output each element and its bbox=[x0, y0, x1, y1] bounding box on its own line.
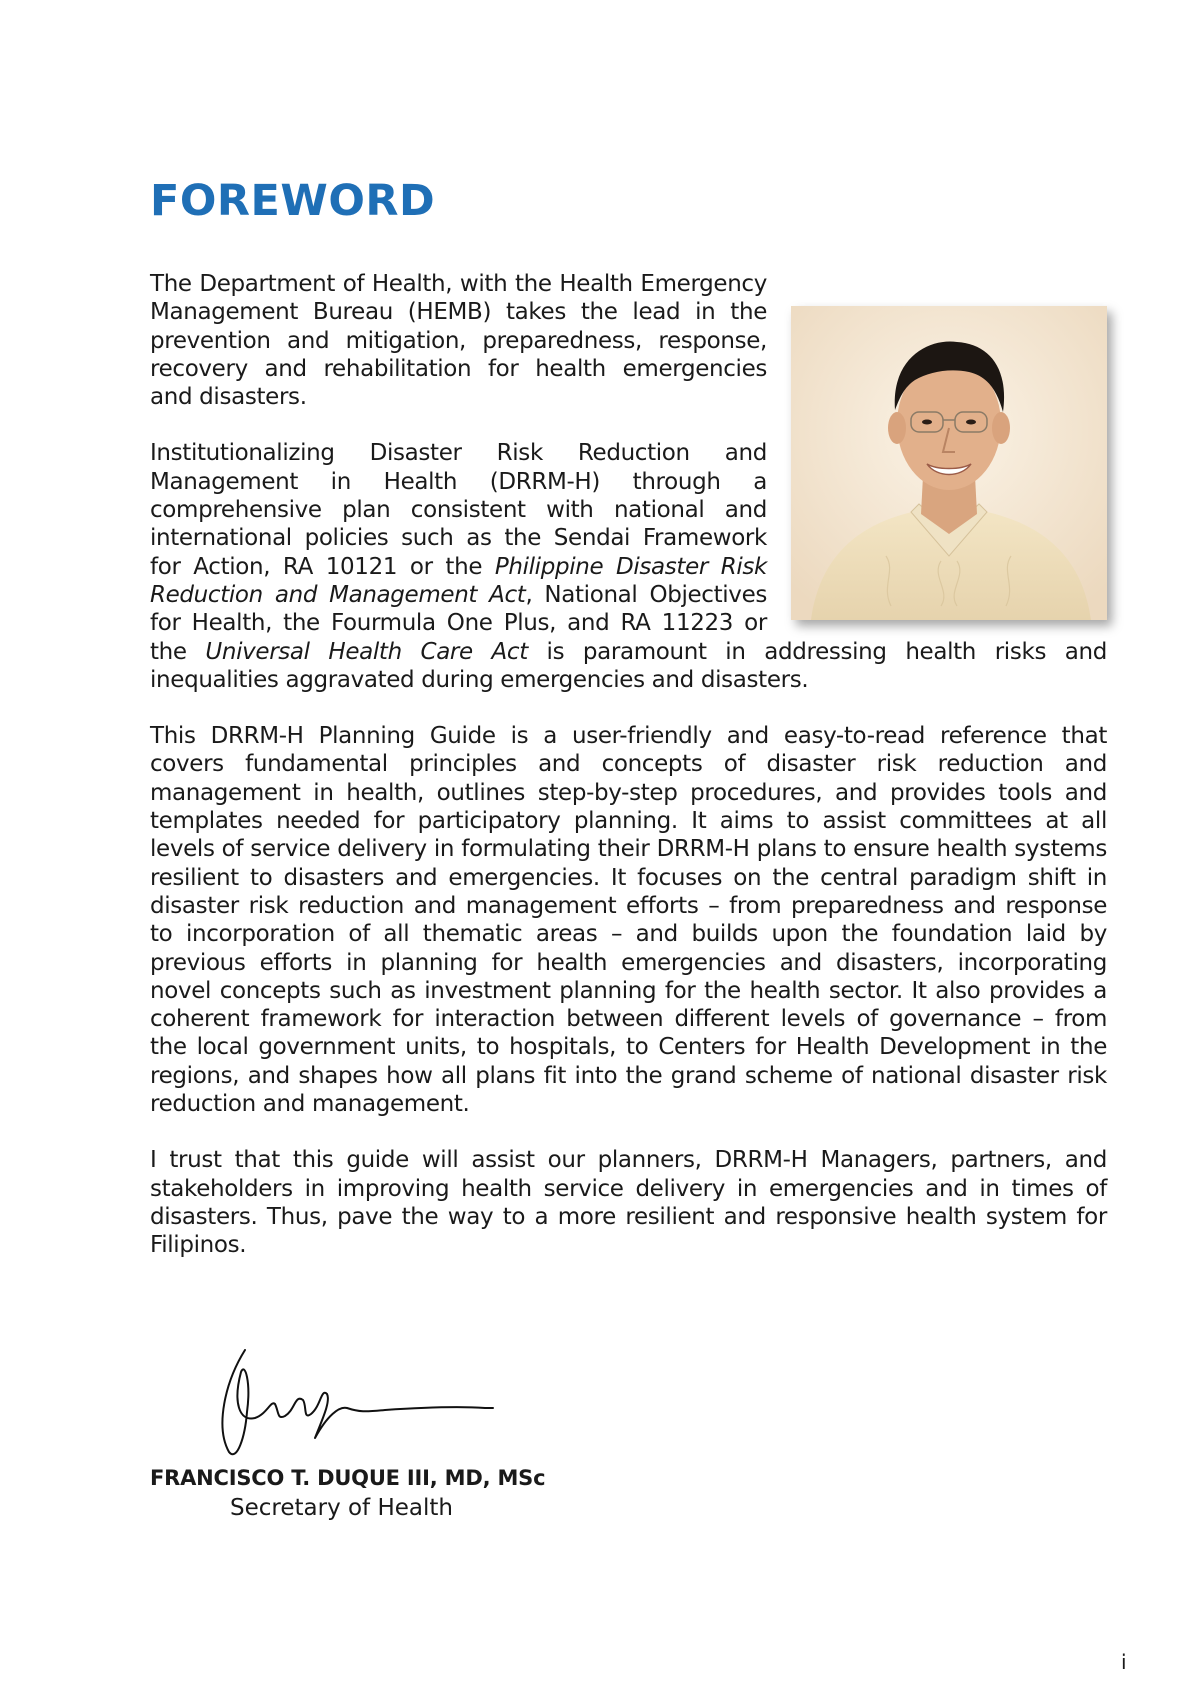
page-number: i bbox=[1121, 1650, 1127, 1674]
paragraph-1: The Department of Health, with the Health Emergency Management Bureau (HEMB) takes the lead in the prevention and mitigation, preparedness, response, recovery and rehabilitation for health emergencies and disasters. bbox=[150, 271, 767, 411]
paragraph-3: This DRRM-H Planning Guide is a user-friendly and easy-to-read reference that covers fundamental principles and concepts of disaster risk reduction and management in health, outlines step-by-step procedures, and provides tools and templates needed for participatory planning. It aims to assist committees at all levels of service delivery in formulating their DRRM-H plans to ensure health systems resilient to disasters and emergencies. It focuses on the central paradigm shift in disaster risk reduction and management efforts – from preparedness and response to incorporation of all thematic areas – and builds upon the foundation laid by previous efforts in planning for health emergencies and disasters, incorporating novel concepts such as investment planning for the health sector. It also provides a coherent framework for interaction between different levels of governance – from the local government units, to hospitals, to Centers for Health Development in the regions, and shapes how all plans fit into the grand scheme of national disaster risk reduction and management. bbox=[150, 723, 1107, 1118]
foreword-body bbox=[150, 270, 1107, 1288]
signatory-name: FRANCISCO T. DUQUE III, MD, MSc bbox=[150, 1466, 546, 1490]
portrait-photo bbox=[791, 306, 1107, 620]
paragraph-2: Institutionalizing Disaster Risk Reduction and Management in Health (DRRM-H) through a comprehensive plan consistent with national and international policies such as the Sendai Framework for Action, RA 10121 or the Philippine Disaster Risk Reduction and Management Act, National Objectives for Health, the Fourmula One Plus, and RA 11223 or the Universal Health Care Act is paramount in addressing health risks and inequalities aggravated during emergencies and disasters. bbox=[150, 440, 1107, 693]
paragraph-4: I trust that this guide will assist our planners, DRRM-H Managers, partners, and stakeholders in improving health service delivery in emergencies and in times of disasters. Thus, pave the way to a more resilient and responsive health system for Filipinos. bbox=[150, 1147, 1107, 1259]
handwritten-signature bbox=[215, 1342, 505, 1462]
page-title: FOREWORD bbox=[150, 176, 436, 226]
signatory-title: Secretary of Health bbox=[230, 1495, 453, 1521]
